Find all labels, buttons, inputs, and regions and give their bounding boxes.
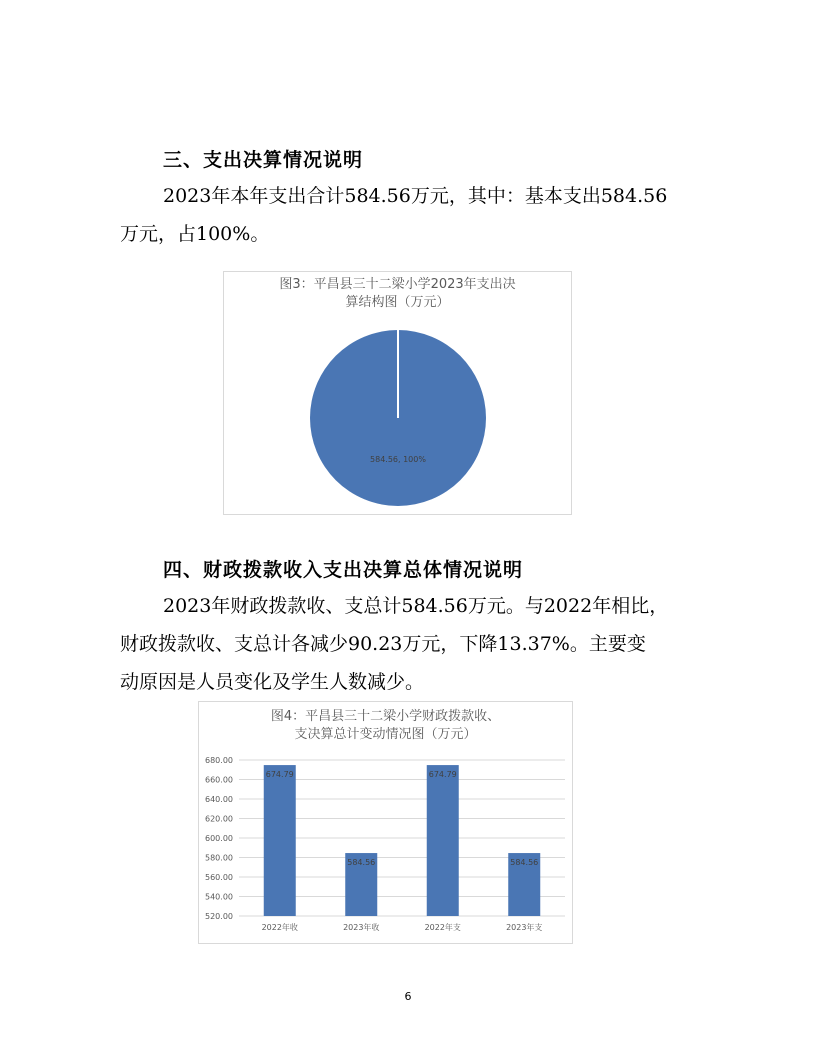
section3-paragraph — [120, 177, 710, 253]
y-tick-label: 580.00 — [205, 853, 233, 863]
section4-line3: 动原因是人员变化及学生人数减少。 — [120, 671, 425, 693]
y-tick-label: 620.00 — [205, 814, 233, 824]
bar-value-label: 674.79 — [428, 770, 457, 780]
y-tick-label: 680.00 — [205, 756, 233, 765]
x-category-label: 2023年收 — [343, 923, 380, 932]
page-number: 6 — [404, 990, 412, 1003]
y-tick-label: 520.00 — [205, 912, 233, 921]
bar-value-label: 674.79 — [265, 770, 294, 780]
chart3-svg — [224, 272, 571, 514]
chart4-title-line2: 支决算总计变动情况图（万元） — [294, 727, 477, 742]
chart4-svg — [199, 702, 572, 943]
bar — [427, 765, 459, 916]
chart3-pie — [223, 271, 572, 515]
chart4-title-line1: 图4：平昌县三十二梁小学财政拨款收、 — [270, 709, 501, 724]
chart3-title-line1: 图3：平昌县三十二梁小学2023年支出决 — [279, 277, 516, 292]
y-tick-label: 540.00 — [205, 892, 233, 902]
bar — [264, 765, 296, 916]
x-category-label: 2022年收 — [261, 923, 298, 932]
bar-value-label: 584.56 — [510, 858, 539, 868]
x-category-label: 2022年支 — [424, 923, 461, 932]
y-tick-label: 600.00 — [205, 834, 233, 843]
x-category-label: 2023年支 — [506, 923, 543, 932]
bar-value-label: 584.56 — [347, 858, 376, 868]
y-tick-label: 660.00 — [205, 775, 233, 785]
chart4-bar — [198, 701, 573, 944]
chart3-title-line2: 算结构图（万元） — [345, 295, 450, 310]
section4-line2: 财政拨款收、支总计各减少90.23万元，下降13.37%。主要变 — [120, 633, 646, 655]
section4-paragraph — [120, 587, 710, 701]
section3-line2: 万元，占100%。 — [120, 223, 270, 245]
section3-heading: 三、支出决算情况说明 — [163, 149, 364, 171]
pie-slice-label: 584.56, 100% — [370, 455, 426, 464]
section3-line1: 2023年本年支出合计584.56万元，其中：基本支出584.56 — [163, 185, 668, 207]
section4-line1: 2023年财政拨款收、支总计584.56万元。与2022年相比， — [163, 595, 669, 617]
y-tick-label: 560.00 — [205, 873, 233, 882]
section4-heading: 四、财政拨款收入支出决算总体情况说明 — [163, 559, 524, 581]
y-tick-label: 640.00 — [205, 795, 233, 804]
